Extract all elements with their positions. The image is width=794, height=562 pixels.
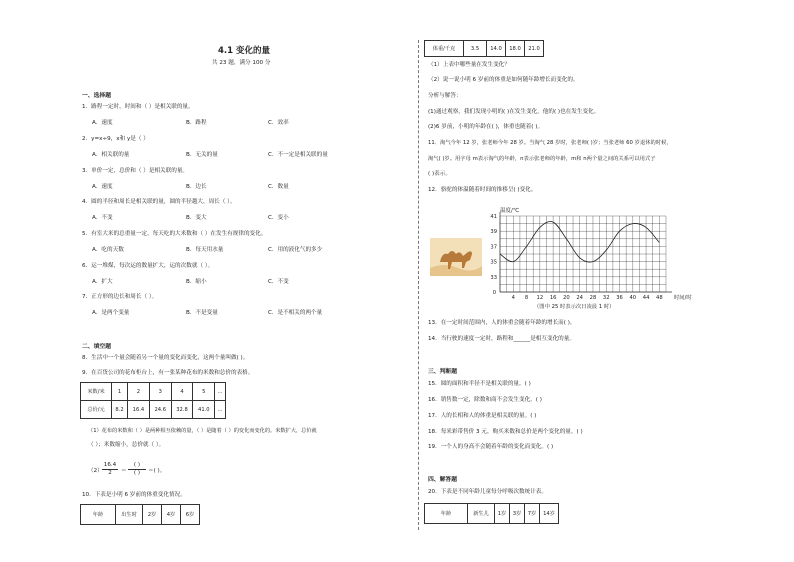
question-10-part2: （2）说一说小明 6 岁前的体重是如何随年龄增长而变化的。 — [428, 77, 579, 83]
table-cell: 8.2 — [112, 401, 128, 419]
table-cell: 14岁 — [540, 504, 559, 524]
x-tick-label: 12 — [536, 295, 544, 301]
table-cell: 5 — [193, 383, 215, 401]
q4-option-b[interactable]: B．变大 — [186, 215, 207, 221]
chart-ticks — [490, 214, 662, 301]
x-tick-label: 8 — [524, 295, 529, 301]
breath-table — [424, 503, 559, 524]
chart-grid — [500, 212, 672, 292]
question-1: 1．路程一定时，时间和（ ）是相关联的量。 — [82, 104, 194, 110]
table-cell: … — [215, 383, 226, 401]
camel-illustration — [430, 238, 482, 276]
table-cell: 1 — [112, 383, 128, 401]
fraction2-denominator[interactable]: ( ) — [133, 470, 141, 476]
table-cell: 2岁 — [143, 505, 162, 525]
question-3: 3．单价一定，总价和（ ）是相关联的量。 — [82, 168, 189, 174]
question-11-end: ( )表示。 — [428, 171, 451, 177]
page-subtitle: 共 23 题，满分 100 分 — [212, 60, 271, 66]
table-cell: 14.0 — [487, 41, 506, 57]
q6-option-a[interactable]: A．扩大 — [92, 279, 113, 285]
y-tick-label: 35 — [490, 259, 497, 266]
question-11: 11．淘气今年 12 岁，张老师今年 28 岁。当淘气 28 岁时，张老师( )岁；当张老师 60 岁退休的时候， — [428, 140, 672, 146]
table-cell: 41.0 — [193, 401, 215, 419]
q7-option-a[interactable]: A．是两个变量 — [92, 310, 130, 316]
table-cell: 18.0 — [506, 41, 525, 57]
table-cell: 总价/元 — [81, 401, 112, 419]
table-cell: 年龄 — [81, 505, 116, 525]
table-cell: 4岁 — [162, 505, 181, 525]
question-4: 4．圆的半径和周长是相关联的量，圆的半径越大，周长（ ）。 — [82, 199, 236, 205]
fraction-result: ＝( )。 — [148, 468, 166, 474]
y-tick-label: 39 — [490, 229, 497, 236]
q3-option-c[interactable]: C．数量 — [268, 184, 289, 190]
x-tick-label: 40 — [629, 295, 637, 301]
page-title: 4.1 变化的量 — [218, 46, 271, 56]
equals-sign: ＝ — [121, 468, 127, 474]
question-17: 17．人的长相和人的体重是相关联的量。( ) — [428, 413, 537, 419]
chart-note: （图中 25 时表示次日凌晨 1 时） — [534, 304, 615, 310]
analysis-label: 分析与解答： — [428, 93, 462, 99]
question-7: 7．正方形的边长和周长（ ）。 — [82, 294, 158, 300]
question-15: 15．圆的面积和半径不是相关联的量。( ) — [428, 381, 531, 387]
analysis-2: (2)6 岁前，小明的年龄在( )，体重也随着( )。 — [428, 124, 544, 130]
x-tick-label: 16 — [549, 295, 557, 301]
age-table — [80, 504, 200, 525]
table-cell: 7岁 — [525, 504, 540, 524]
table-cell: 米数/米 — [81, 383, 112, 401]
chart-title: 温度/℃ — [500, 208, 520, 214]
q2-option-b[interactable]: B．无关的量 — [186, 152, 218, 158]
x-tick-label: 28 — [589, 295, 597, 301]
question-2: 2．y=x÷9，x和 y是（ ） — [82, 136, 149, 142]
table-cell: 16.4 — [128, 401, 150, 419]
section-choice-heading: 一、选择题 — [82, 93, 111, 99]
q5-option-c[interactable]: C．用的液化气的多少 — [268, 247, 323, 253]
table-cell: 3.5 — [464, 41, 487, 57]
table-cell: 6岁 — [181, 505, 200, 525]
x-tick-label: 24 — [576, 295, 583, 301]
q1-option-c[interactable]: C．效率 — [268, 120, 289, 126]
question-9-part1: （1）花布的米数和（ ）是两种相互依赖的量，（ ）是随着（ ）的变化而变化的。米数扩大，总价就 — [88, 428, 317, 434]
table-cell: 体重/千克 — [425, 41, 464, 57]
q5-option-a[interactable]: A．吃的天数 — [92, 247, 124, 253]
weight-table — [424, 40, 544, 57]
y-tick-label: 37 — [490, 244, 497, 251]
question-10-part1: （1）上表中哪些量在发生变化？ — [428, 62, 510, 68]
q2-option-a[interactable]: A．相关联的量 — [92, 152, 130, 158]
x-tick-label: 44 — [642, 295, 650, 301]
fraction-denominator: 2 — [108, 470, 112, 476]
chart-xlabel: 时间/时 — [674, 295, 692, 301]
table-cell: … — [215, 401, 226, 419]
question-20: 20．下表是不同年龄儿童每分呼吸次数统计表。 — [428, 489, 547, 495]
temperature-line-chart — [484, 204, 710, 312]
x-tick-label: 20 — [563, 295, 570, 301]
q5-option-b[interactable]: B．每天用水量 — [186, 247, 224, 253]
q4-option-a[interactable]: A．不变 — [92, 215, 113, 221]
section-judge-heading: 三、判断题 — [428, 369, 457, 375]
question-18: 18．每米彩带售价 3 元，购买米数和总价是两个变化的量。( ) — [428, 429, 583, 435]
section-answer-heading: 四、解答题 — [428, 477, 457, 483]
q3-option-a[interactable]: A．速度 — [92, 184, 113, 190]
x-tick-label: 4 — [511, 295, 515, 301]
center-fold-line — [418, 40, 419, 530]
table-cell: 21.0 — [525, 41, 544, 57]
question-16: 16．销售数一定，除数和商不会发生变化。( ) — [428, 397, 542, 403]
question-9-part1-cont: （ ）；米数缩小，总价就（ ）。 — [88, 442, 165, 448]
q9-part2-label: （2） — [88, 468, 103, 474]
q7-option-c[interactable]: C．是不相关的两个量 — [268, 310, 323, 316]
table-cell: 1岁 — [495, 504, 510, 524]
q3-option-b[interactable]: B．边长 — [186, 184, 207, 190]
y-tick-label: 41 — [490, 214, 497, 220]
section-fill-heading: 二、填空题 — [82, 344, 111, 350]
table-cell: 年龄 — [425, 504, 468, 524]
fraction2-numerator[interactable]: ( ) — [128, 462, 146, 470]
question-12: 12．骆驼的体温随着时间的推移呈( )变化。 — [428, 187, 537, 193]
y-tick-label: 33 — [490, 274, 497, 281]
q1-option-a[interactable]: A．速度 — [92, 120, 113, 126]
x-tick-label: 36 — [616, 295, 623, 301]
x-tick-label: 48 — [656, 295, 663, 301]
analysis-1: (1)通过观察，我们发现小明的( )在发生变化，他的( )也在发生变化。 — [428, 109, 600, 115]
q2-option-c[interactable]: C．不一定是相关联的量 — [268, 152, 328, 158]
q6-option-c[interactable]: C．不变 — [268, 279, 289, 285]
table-cell: 32.8 — [171, 401, 193, 419]
q7-option-b[interactable]: B．不是变量 — [186, 310, 218, 316]
q6-option-b[interactable]: B．缩小 — [186, 279, 207, 285]
table-cell: 2 — [128, 383, 150, 401]
table-cell: 出生时 — [116, 505, 143, 525]
table-cell: 新生儿 — [468, 504, 495, 524]
question-6: 6．运一堆煤，每次运的数量扩大，运的次数就（ ）。 — [82, 263, 214, 269]
cloth-price-table — [80, 382, 226, 419]
question-13: 13．在一定时间范围内，人的体重会随着年龄的增长而( )。 — [428, 320, 576, 326]
question-5: 5．有室大米的总重量一定，每天吃的大米数和（ ）在发生有规律的变化。 — [82, 231, 267, 237]
table-cell: 3岁 — [510, 504, 525, 524]
q4-option-c[interactable]: C．变小 — [268, 215, 289, 221]
y-tick-label: 0 — [492, 290, 496, 296]
question-11-cont: 淘气( )岁。用字母 m表示淘气的年龄，n表示张老师的年龄，m和 n两个量之间的关系可以用式子 — [428, 156, 656, 162]
question-8: 8．生活中一个量会随着另一个量的变化而变化，这两个量叫做( )。 — [82, 355, 249, 361]
table-cell: 24.6 — [149, 401, 171, 419]
question-9: 9．在百货公司的花布柜台上，有一张某种花布的米数和总价的表格。 — [82, 370, 254, 376]
question-14: 14．当行驶的速度一定时，路程和______是相互变化的量。 — [428, 336, 575, 342]
x-tick-label: 32 — [602, 295, 610, 301]
table-cell: 4 — [171, 383, 193, 401]
question-10: 10．下表是小明 6 岁前的体重变化情况。 — [82, 492, 186, 498]
question-19: 19．一个人的身高不会随着年龄的变化而变化。( ) — [428, 444, 554, 450]
q1-option-b[interactable]: B．路程 — [186, 120, 207, 126]
fraction-numerator: 16.4 — [103, 462, 117, 468]
table-cell: 3 — [149, 383, 171, 401]
